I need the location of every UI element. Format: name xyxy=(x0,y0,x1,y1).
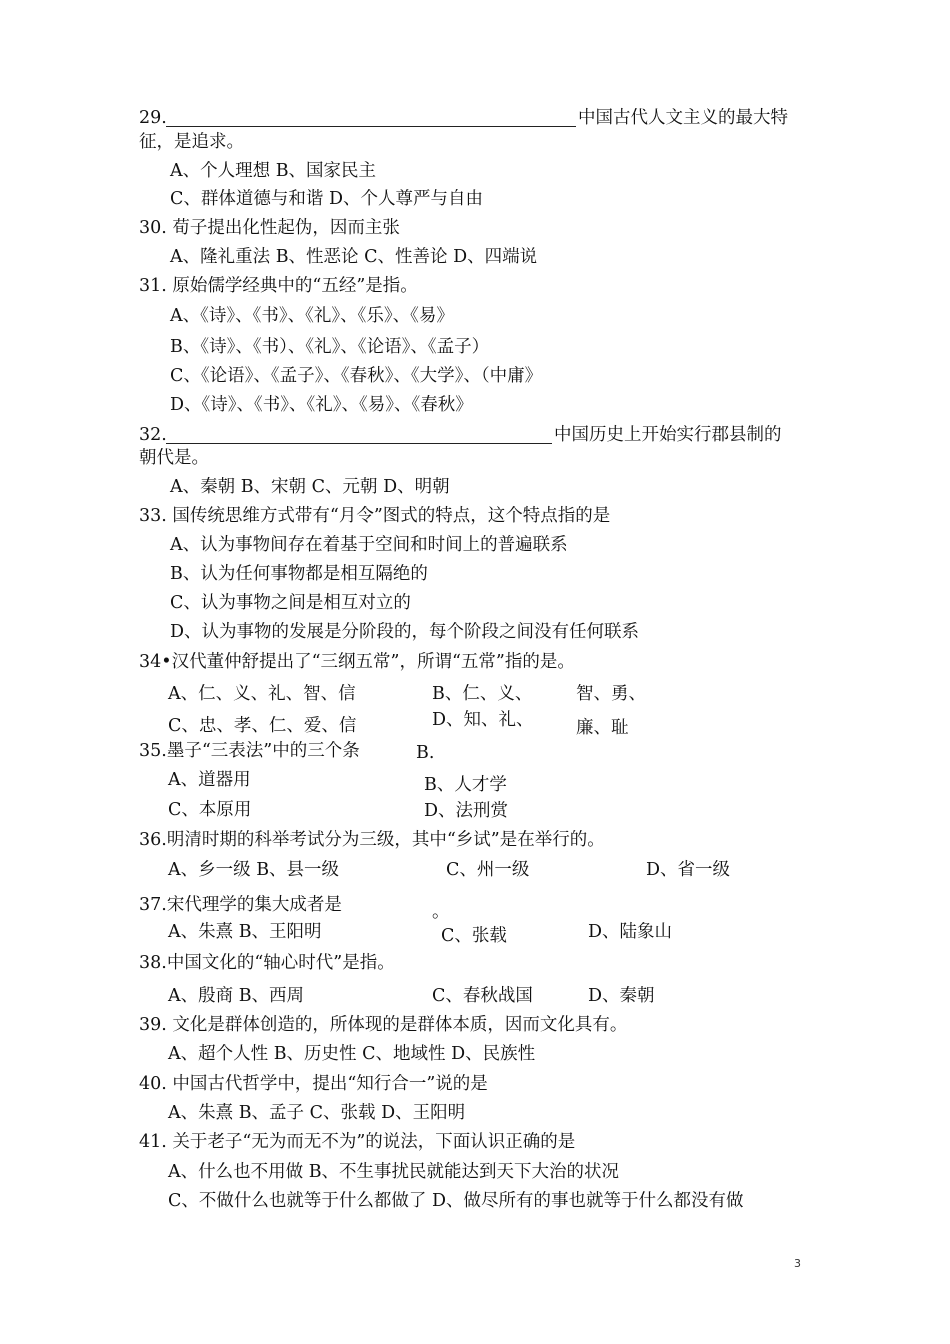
q31-stem: 31. 原始儒学经典中的“五经”是指。 xyxy=(139,276,418,296)
q32-stem-continuation: 朝代是。 xyxy=(139,448,209,468)
q33-option-b: B、认为任何事物都是相互隔绝的 xyxy=(170,564,428,584)
q34-option-a: A、仁、义、礼、智、信 xyxy=(168,684,356,704)
q37-option-c: C、张载 xyxy=(441,926,507,946)
q34-stem: 34•汉代董仲舒提出了“三纲五常”，所谓“五常”指的是。 xyxy=(139,652,575,672)
q35-stray-mark: B. xyxy=(416,743,435,763)
q29-options-cd: C、群体道德与和谐 D、个人尊严与自由 xyxy=(170,189,483,209)
q39-stem: 39. 文化是群体创造的，所体现的是群体本质，因而文化具有。 xyxy=(139,1015,628,1035)
q38-option-d: D、秦朝 xyxy=(588,986,655,1006)
q37-stem: 37.宋代理学的集大成者是 xyxy=(139,895,342,915)
q33-option-c: C、认为事物之间是相互对立的 xyxy=(170,593,411,613)
q36-option-c: C、州一级 xyxy=(446,860,530,880)
q29-answer-blank xyxy=(166,126,576,127)
q34-option-b-part2: 智、勇、 xyxy=(576,684,646,704)
q33-stem: 33. 国传统思维方式带有“月令”图式的特点，这个特点指的是 xyxy=(139,506,611,526)
q37-stray-dot: 。 xyxy=(432,902,450,922)
q29-stem-tail: 中国古代人文主义的最大特 xyxy=(578,108,788,128)
q29-stem-continuation: 征，是追求。 xyxy=(139,132,244,152)
q38-options-ab: A、殷商 B、西周 xyxy=(168,986,305,1006)
q31-option-a: A、《诗》、《书》、《礼》、《乐》、《易》 xyxy=(170,306,454,326)
q33-option-d: D、认为事物的发展是分阶段的，每个阶段之间没有任何联系 xyxy=(170,622,640,642)
q36-options-ab: A、乡一级 B、县一级 xyxy=(168,860,340,880)
q40-options: A、朱熹 B、孟子 C、张载 D、王阳明 xyxy=(168,1103,466,1123)
q35-option-d: D、法刑赏 xyxy=(424,801,509,821)
q29-options-ab: A、个人理想 B、国家民主 xyxy=(170,161,377,181)
q39-options: A、超个人性 B、历史性 C、地域性 D、民族性 xyxy=(168,1044,536,1064)
q31-option-b: B、《诗》、《书）、《礼》、《论语》、《孟子） xyxy=(170,337,490,357)
q32-stem-tail: 中国历史上开始实行郡县制的 xyxy=(554,425,782,445)
q36-option-d: D、省一级 xyxy=(646,860,731,880)
q32-options: A、秦朝 B、宋朝 C、元朝 D、明朝 xyxy=(170,477,450,497)
q41-options-ab: A、什么也不用做 B、不生事扰民就能达到天下大治的状况 xyxy=(168,1162,620,1182)
q34-option-c: C、忠、孝、仁、爱、信 xyxy=(168,716,357,736)
q35-option-b: B、人才学 xyxy=(424,775,507,795)
q41-options-cd: C、不做什么也就等于什么都做了 D、做尽所有的事也就等于什么都没有做 xyxy=(168,1191,744,1211)
q29-number: 29. xyxy=(139,108,167,128)
q34-option-b-part1: B、仁、义、 xyxy=(432,684,533,704)
q41-stem: 41. 关于老子“无为而无不为”的说法，下面认识正确的是 xyxy=(139,1132,576,1152)
q32-number: 32. xyxy=(139,425,167,445)
page-number: 3 xyxy=(794,1257,801,1270)
q31-option-d: D、《诗》、《书》、《礼》、《易》、《春秋》 xyxy=(170,395,473,415)
q34-option-d-part2: 廉、耻 xyxy=(576,718,629,738)
q38-stem: 38.中国文化的“轴心时代”是指。 xyxy=(139,953,395,973)
q35-option-a: A、道器用 xyxy=(168,770,251,790)
q38-option-c: C、春秋战国 xyxy=(432,986,533,1006)
q34-option-d-part1: D、知、礼、 xyxy=(432,710,534,730)
q40-stem: 40. 中国古代哲学中，提出“知行合一”说的是 xyxy=(139,1074,488,1094)
q37-option-d: D、陆象山 xyxy=(588,922,673,942)
q31-option-c: C、《论语》、《孟子》、《春秋》、《大学》、（中庸》 xyxy=(170,366,543,386)
q35-option-c: C、本原用 xyxy=(168,800,252,820)
q33-option-a: A、认为事物间存在着基于空间和时间上的普遍联系 xyxy=(170,535,568,555)
q36-stem: 36.明清时期的科举考试分为三级，其中“乡试”是在举行的。 xyxy=(139,830,605,850)
q30-stem: 30. 荀子提出化性起伪，因而主张 xyxy=(139,218,400,238)
q30-options: A、隆礼重法 B、性恶论 C、性善论 D、四端说 xyxy=(170,247,538,267)
q35-stem: 35.墨子“三表法”中的三个条 xyxy=(139,741,360,761)
q32-answer-blank xyxy=(166,443,552,444)
q37-options-ab: A、朱熹 B、王阳明 xyxy=(168,922,322,942)
